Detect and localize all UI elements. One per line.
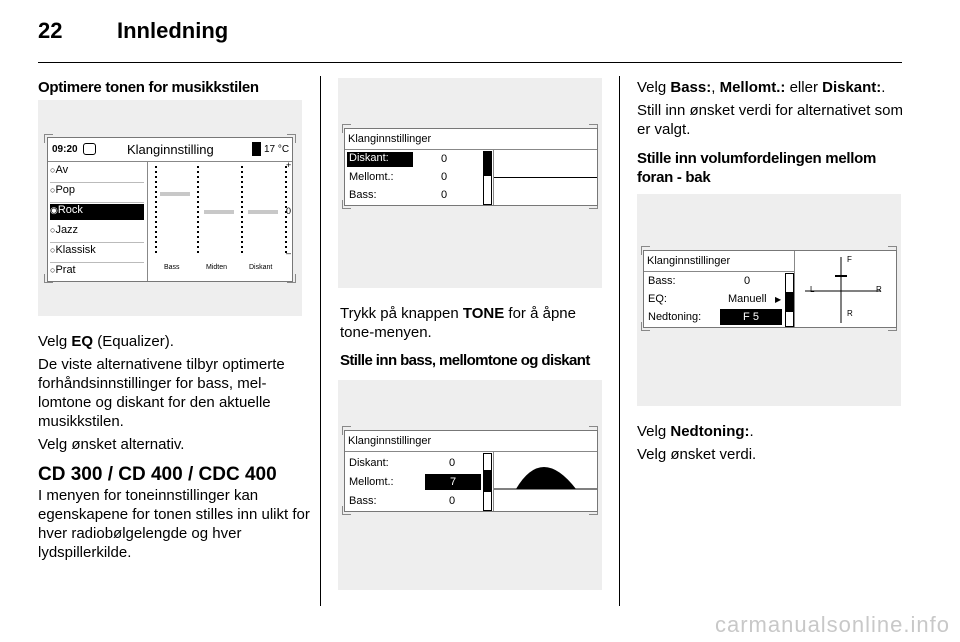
- paragraph-press-tone: Trykk på knappen TONE for å åpne tone-menyen.: [340, 305, 576, 341]
- arrow-right-icon: ▶: [775, 295, 782, 304]
- tone-curve: [494, 453, 597, 493]
- watermark: carmanualsonline.info: [714, 612, 950, 637]
- style-item[interactable]: ○Klassisk: [50, 244, 144, 263]
- menu-row-fader[interactable]: Nedtoning:: [648, 311, 702, 323]
- rear-label: R: [847, 309, 853, 318]
- style-item[interactable]: ○Jazz: [50, 224, 144, 243]
- scroll-bar[interactable]: [785, 273, 794, 327]
- figure-fader-panel: [637, 194, 901, 406]
- header-rule: [38, 62, 902, 63]
- left-label: L: [810, 285, 815, 294]
- tone-menu-screen: [344, 128, 598, 206]
- column-1: [38, 78, 308, 97]
- fader-screen: [643, 250, 897, 328]
- style-item-selected[interactable]: ◉Rock: [50, 204, 144, 220]
- menu-row-mid[interactable]: Mellomt.:: [349, 476, 394, 488]
- menu-row-bass[interactable]: Bass:: [349, 189, 377, 201]
- subheading-adjust-tone: Stille inn bass, mellomtone og diskant: [340, 352, 590, 369]
- thermometer-icon: [252, 142, 261, 156]
- menu-row-bass[interactable]: Bass:: [648, 275, 676, 287]
- menu-row-mid[interactable]: Mellomt.:: [349, 171, 394, 183]
- figure-tone-menu-panel: [338, 78, 602, 288]
- menu-value: 0: [449, 457, 456, 469]
- curve-line: [494, 177, 597, 178]
- menu-value: 0: [441, 153, 448, 165]
- page-number: 22: [38, 18, 63, 43]
- paragraph-select-band: Velg Bass:, Mellomt.: eller Diskant:.: [637, 79, 886, 96]
- front-label: F: [847, 255, 852, 264]
- paragraph-select-eq: Velg EQ (Equalizer).: [38, 333, 174, 350]
- page-title: Innledning: [117, 18, 229, 43]
- menu-value: 0: [449, 495, 456, 507]
- paragraph-select-fader: Velg Nedtoning:.: [637, 423, 754, 440]
- scroll-bar[interactable]: [483, 151, 492, 205]
- scale-plus: +: [286, 160, 292, 170]
- column-divider-2: [619, 76, 620, 606]
- subheading-music-style: Optimere tonen for musikkstilen: [38, 79, 259, 96]
- mid-value-selected[interactable]: 7: [425, 474, 481, 490]
- column-3-text-bottom: [637, 422, 907, 464]
- slider-label-bass: Bass: [164, 264, 180, 271]
- right-label: R: [876, 285, 882, 294]
- scale-minus: –: [286, 248, 292, 258]
- paragraph-select-option: Velg ønsket alternativ.: [38, 436, 185, 453]
- slider-label-treble: Diskant: [249, 264, 273, 271]
- menu-row-eq[interactable]: EQ:: [648, 293, 667, 305]
- column-1-text: [38, 332, 310, 562]
- menu-value: 0: [441, 171, 448, 183]
- screen-title: Klanginnstillinger: [348, 435, 432, 447]
- column-3-text-top: [637, 78, 907, 187]
- style-item[interactable]: ○Av: [50, 164, 144, 183]
- menu-value: 0: [744, 275, 751, 287]
- back-icon: [83, 143, 96, 155]
- scale-zero: 0: [286, 206, 292, 216]
- menu-row-treble[interactable]: Diskant:: [349, 457, 389, 469]
- paragraph-set-value: Still inn ønsket verdi for alternativet som er valgt.: [637, 102, 903, 138]
- section-heading: CD 300 / CD 400 / CDC 400: [38, 464, 277, 485]
- subheading-fader: Stille inn volumfordelingen mellom foran - bak: [637, 150, 876, 186]
- screen-title: Klanginnstilling: [127, 142, 214, 157]
- menu-row-bass[interactable]: Bass:: [349, 495, 377, 507]
- clock: 09:20: [52, 144, 78, 155]
- figure-mid-adjust-panel: [338, 380, 602, 590]
- mid-adjust-screen: [344, 430, 598, 512]
- screen-title: Klanginnstillinger: [348, 133, 432, 145]
- equalizer-screen: [47, 137, 293, 282]
- temperature: 17 °C: [264, 144, 290, 155]
- scroll-bar[interactable]: [483, 453, 492, 511]
- equalizer-sliders: [148, 164, 292, 264]
- style-item[interactable]: ○Pop: [50, 184, 144, 203]
- paragraph-select-value: Velg ønsket verdi.: [637, 446, 757, 463]
- slider-label-mid: Midten: [206, 264, 228, 271]
- fader-value-selected[interactable]: F 5: [720, 309, 782, 325]
- section-paragraph: I menyen for toneinnstillinger kan egenskapene for tonen stilles inn ulikt for hver radiobølgelengde og hver lydspillerkilde.: [38, 487, 310, 561]
- menu-value: Manuell: [728, 293, 767, 305]
- menu-value: 0: [441, 189, 448, 201]
- menu-row-treble-selected[interactable]: Diskant:: [347, 152, 413, 167]
- column-2-text: [340, 304, 612, 370]
- figure-equalizer-panel: [38, 100, 302, 316]
- column-divider-1: [320, 76, 321, 606]
- paragraph-presets: De viste alternativene tilbyr optimerte forhåndsinnstillinger for bass, mellomtone og diskant for den aktuelle musikkstilen.: [38, 356, 285, 430]
- style-item[interactable]: ○Prat: [50, 264, 76, 276]
- screen-title: Klanginnstillinger: [647, 255, 731, 267]
